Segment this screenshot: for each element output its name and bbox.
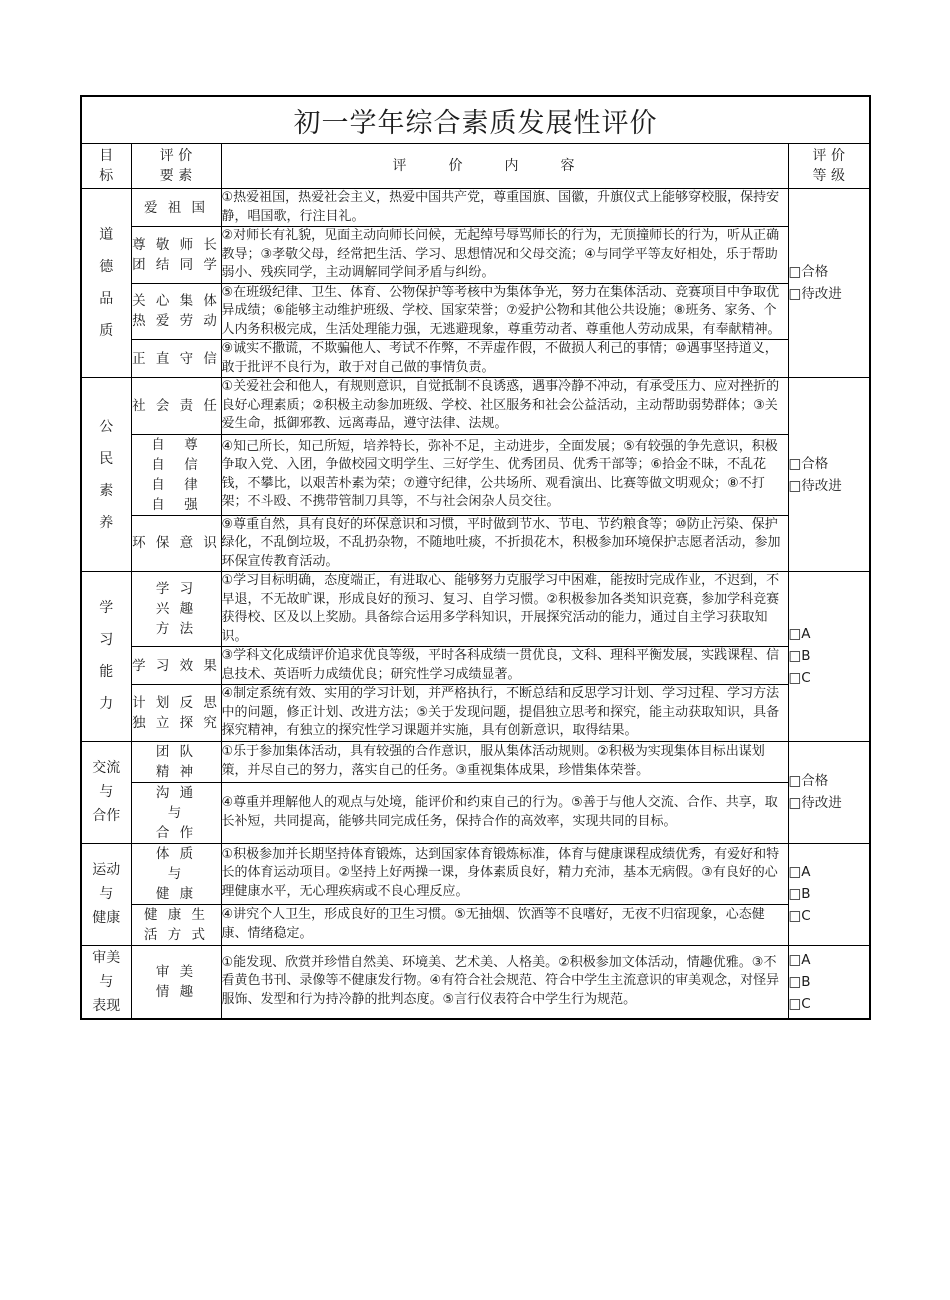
goal-cell: [81, 189, 131, 378]
header-element-line: 评 价: [159, 148, 193, 164]
form-title: 初一学年综合素质发展性评价: [81, 96, 870, 144]
header-level-line: 等 级: [812, 168, 845, 184]
header-level-line: 评 价: [812, 148, 845, 164]
evaluation-form: [80, 95, 871, 1020]
goal-label-line: 审美: [92, 949, 121, 966]
element-label-line: 计 划 反 思: [132, 694, 220, 711]
element-label-line: 尊 敬 师 长: [132, 236, 220, 253]
level-checkbox-option[interactable]: □B: [788, 886, 811, 902]
element-label-line: 体 质: [155, 845, 197, 862]
element-cell: [131, 685, 221, 742]
content-cell: ⑤在班级纪律、卫生、体育、公物保护等考核中为集体争光，努力在集体活动、竞赛项目中争取优异成绩；⑥能够主动维护班级、学校、国家荣誉；⑦爱护公物和其他公共设施；⑧班务、家务、个人内务积极完成，生活处理能力强，无逃避现象，尊重劳动者、尊重他人劳动成果，有奉献精神。: [221, 283, 788, 340]
level-checkbox-option[interactable]: □C: [788, 670, 811, 687]
element-cell: [131, 189, 221, 227]
evaluation-row: [81, 741, 870, 782]
evaluation-row: [81, 515, 870, 572]
content-cell: ①积极参加并长期坚持体育锻炼，达到国家体育锻炼标准，体育与健康课程成绩优秀，有爱好和特长的体育运动项目。②坚持上好两操一课，身体素质良好，精力充沛，基本无病假。③有良好的心理健康水平，无心理疾病或不良心理反应。: [221, 843, 788, 904]
element-cell: [131, 378, 221, 435]
evaluation-row: [81, 340, 870, 378]
goal-label-line: 习: [99, 632, 114, 649]
level-cell: [788, 378, 870, 572]
goal-label-line: 德: [99, 259, 114, 275]
header-level: [788, 144, 870, 189]
level-checkbox-option[interactable]: □B: [788, 973, 811, 990]
goal-cell: [81, 741, 131, 843]
goal-label-line: 健康: [92, 910, 121, 926]
level-checkbox-option[interactable]: □C: [788, 995, 811, 1012]
element-cell: [131, 741, 221, 782]
element-cell: [131, 647, 221, 685]
element-label-line: 兴 趣: [155, 601, 197, 617]
element-label-line: 与: [167, 804, 185, 821]
content-cell: ①热爱祖国，热爱社会主义，热爱中国共产党，尊重国旗、国徽，升旗仪式上能够穿校服，保持安静，唱国歌，行注目礼。: [221, 189, 788, 227]
level-checkbox-option[interactable]: □A: [788, 626, 811, 643]
goal-label-line: 合作: [92, 808, 121, 824]
element-label-line: 健 康 生: [143, 906, 209, 923]
header-goal: [81, 144, 131, 189]
element-label-line: 自 律: [151, 476, 201, 493]
element-label-line: 沟 通: [155, 784, 197, 801]
goal-label-line: 能: [99, 664, 114, 681]
element-label-line: 社 会 责 任: [132, 397, 220, 414]
element-cell: [131, 904, 221, 945]
goal-label-line: 表现: [92, 997, 121, 1014]
goal-label-line: 民: [99, 450, 114, 467]
content-cell: ④尊重并理解他人的观点与处境，能评价和约束自己的行为。⑤善于与他人交流、合作、共享，取长补短，共同提高，能够共同完成任务，保持合作的高效率，实现共同的目标。: [221, 782, 788, 843]
level-checkbox-option[interactable]: □合格: [788, 773, 829, 789]
element-cell: [131, 572, 221, 647]
evaluation-row: [81, 647, 870, 685]
element-cell: [131, 782, 221, 843]
evaluation-row: [81, 904, 870, 945]
content-cell: ④知己所长，知己所短，培养特长，弥补不足，主动进步，全面发展；⑤有较强的争先意识，积极争取入党、入团，争做校园文明学生、三好学生、优秀团员、优秀干部等；⑥拾金不昧，不乱花钱，不攀比，以艰苦朴素为荣；⑦遵守纪律，公共场所、观看演出、比赛等做文明观众；⑧不打架；不斗殴、不携带管制刀具等，不与社会闲杂人员交往。: [221, 434, 788, 515]
goal-label-line: 交流: [92, 760, 121, 776]
content-cell: ⑨尊重自然，具有良好的环保意识和习惯，平时做到节水、节电、节约粮食等；⑩防止污染、保护绿化，不乱倒垃圾，不乱扔杂物，不随地吐痰，不折损花木，积极参加环境保护志愿者活动，参加环保宣传教育活动。: [221, 515, 788, 572]
header-element: [131, 144, 221, 189]
goal-label-line: 与: [99, 973, 114, 990]
content-cell: ①能发现、欣赏并珍惜自然美、环境美、艺术美、人格美。②积极参加文体活动，情趣优雅。③不看黄色书刊、录像等不健康发行物。④有符合社会规范、符合中学生主流意识的审美观念，对怪异服饰、发型和行为持冷静的批判态度。⑤言行仪表符合中学生行为规范。: [221, 945, 788, 1019]
goal-label-line: 力: [99, 696, 114, 713]
goal-label-line: 与: [99, 886, 114, 902]
element-label-line: 团 结 同 学: [132, 256, 220, 273]
content-cell: ①关爱社会和他人，有规则意识，自觉抵制不良诱惑，遇事冷静不冲动，有承受压力、应对挫折的良好心理素质；②积极主动参加班级、学校、社区服务和社会公益活动，主动帮助弱势群体；③关爱生命，抵御邪教、远离毒品，遵守法律、法规。: [221, 378, 788, 435]
element-cell: [131, 945, 221, 1019]
header-content: 评价内容: [221, 144, 788, 189]
evaluation-row: [81, 843, 870, 904]
evaluation-row: [81, 189, 870, 227]
content-cell: ⑨诚实不撒谎，不欺骗他人、考试不作弊，不弄虚作假，不做损人利己的事情；⑩遇事坚持道义，敢于批评不良行为，敢于对自己做的事情负责。: [221, 340, 788, 378]
content-cell: ④讲究个人卫生，形成良好的卫生习惯。⑤无抽烟、饮酒等不良嗜好，无夜不归宿现象，心态健康、情绪稳定。: [221, 904, 788, 945]
level-checkbox-option[interactable]: □B: [788, 648, 811, 665]
goal-label-line: 养: [99, 514, 114, 531]
evaluation-row: [81, 572, 870, 647]
goal-cell: [81, 378, 131, 572]
element-label-line: 团 队: [155, 743, 197, 760]
level-checkbox-option[interactable]: □A: [788, 864, 811, 880]
level-cell: [788, 189, 870, 378]
header-goal-line: 标: [99, 168, 114, 184]
element-label-line: 健 康: [155, 885, 197, 902]
level-checkbox-option[interactable]: □C: [788, 908, 811, 924]
level-checkbox-option[interactable]: □待改进: [788, 477, 842, 494]
goal-label-line: 质: [99, 323, 114, 339]
goal-cell: [81, 572, 131, 742]
element-label-line: 自 强: [151, 496, 201, 513]
element-label-line: 自 尊: [151, 436, 201, 453]
header-row: [81, 144, 870, 189]
level-checkbox-option[interactable]: □合格: [788, 455, 829, 472]
element-label-line: 审 美: [155, 963, 197, 980]
level-cell: [788, 945, 870, 1019]
element-label-line: 独 立 探 究: [132, 714, 220, 731]
element-label-line: 热 爱 劳 动: [132, 313, 220, 330]
level-checkbox-option[interactable]: □待改进: [788, 286, 842, 302]
element-cell: [131, 843, 221, 904]
content-cell: ②对师长有礼貌，见面主动向师长问候，无起绰号辱骂师长的行为，无顶撞师长的行为，听从正确教导；③孝敬父母，经常把生活、学习、思想情况和父母交流；④与同学平等友好相处，乐于帮助弱小、残疾同学，主动调解同学间矛盾与纠纷。: [221, 227, 788, 284]
goal-label-line: 公: [99, 418, 114, 435]
title-row: [81, 96, 870, 144]
element-cell: [131, 283, 221, 340]
element-label-line: 关 心 集 体: [132, 293, 220, 310]
element-label-line: 学 习: [155, 581, 197, 597]
element-label-line: 环 保 意 识: [132, 535, 220, 552]
evaluation-row: [81, 378, 870, 435]
level-cell: [788, 572, 870, 742]
evaluation-row: [81, 434, 870, 515]
level-checkbox-option[interactable]: □待改进: [788, 795, 842, 811]
evaluation-row: [81, 283, 870, 340]
level-checkbox-option[interactable]: □合格: [788, 264, 829, 280]
evaluation-row: [81, 685, 870, 742]
goal-label-line: 运动: [92, 862, 121, 878]
goal-label-line: 与: [99, 784, 114, 800]
content-cell: ①乐于参加集体活动，具有较强的合作意识，服从集体活动规则。②积极为实现集体目标出谋划策，并尽自己的努力，落实自己的任务。③重视集体成果，珍惜集体荣誉。: [221, 741, 788, 782]
evaluation-row: [81, 782, 870, 843]
content-cell: ④制定系统有效、实用的学习计划，并严格执行，不断总结和反思学习计划、学习过程、学习方法中的问题，修正计划、改进方法；⑤关于发现问题，提倡独立思考和探究，能主动获取知识，具备探究精神，有独立的探究性学习课题并实施，具有创新意识，取得结果。: [221, 685, 788, 742]
element-cell: [131, 434, 221, 515]
element-cell: [131, 227, 221, 284]
goal-cell: [81, 843, 131, 945]
content-cell: ①学习目标明确，态度端正，有进取心、能够努力克服学习中困难，能按时完成作业，不迟到，不早退，不无故旷课，形成良好的预习、复习、自学习惯。②积极参加各类知识竞赛，参加学科竞赛获得校、区及以上奖励。具备综合运用多学科知识，开展探究活动的能力，通过自主学习获取知识。: [221, 572, 788, 647]
evaluation-row: [81, 227, 870, 284]
goal-cell: [81, 945, 131, 1019]
goal-label-line: 品: [99, 291, 114, 307]
element-label-line: 情 趣: [155, 983, 197, 1000]
element-label-line: 合 作: [155, 824, 197, 841]
goal-label-line: 素: [99, 482, 114, 499]
level-checkbox-option[interactable]: □A: [788, 951, 811, 968]
header-goal-line: 目: [99, 148, 114, 164]
element-label-line: 活 方 式: [143, 926, 209, 943]
element-cell: [131, 340, 221, 378]
level-cell: [788, 741, 870, 843]
header-element-line: 要 素: [159, 168, 193, 184]
element-label-line: 正 直 守 信: [132, 350, 220, 367]
element-label-line: 方 法: [155, 621, 197, 637]
element-label-line: 学 习 效 果: [132, 657, 220, 674]
element-cell: [131, 515, 221, 572]
element-label-line: 爱 祖 国: [143, 199, 209, 216]
element-label-line: 精 神: [155, 763, 197, 780]
element-label-line: 与: [167, 865, 185, 882]
goal-label-line: 学: [99, 600, 114, 617]
content-cell: ③学科文化成绩评价追求优良等级，平时各科成绩一贯优良，文科、理科平衡发展，实践课程、信息技术、英语听力成绩优良；研究性学习成绩显著。: [221, 647, 788, 685]
evaluation-row: [81, 945, 870, 1019]
level-cell: [788, 843, 870, 945]
goal-label-line: 道: [99, 227, 114, 243]
element-label-line: 自 信: [151, 456, 201, 473]
